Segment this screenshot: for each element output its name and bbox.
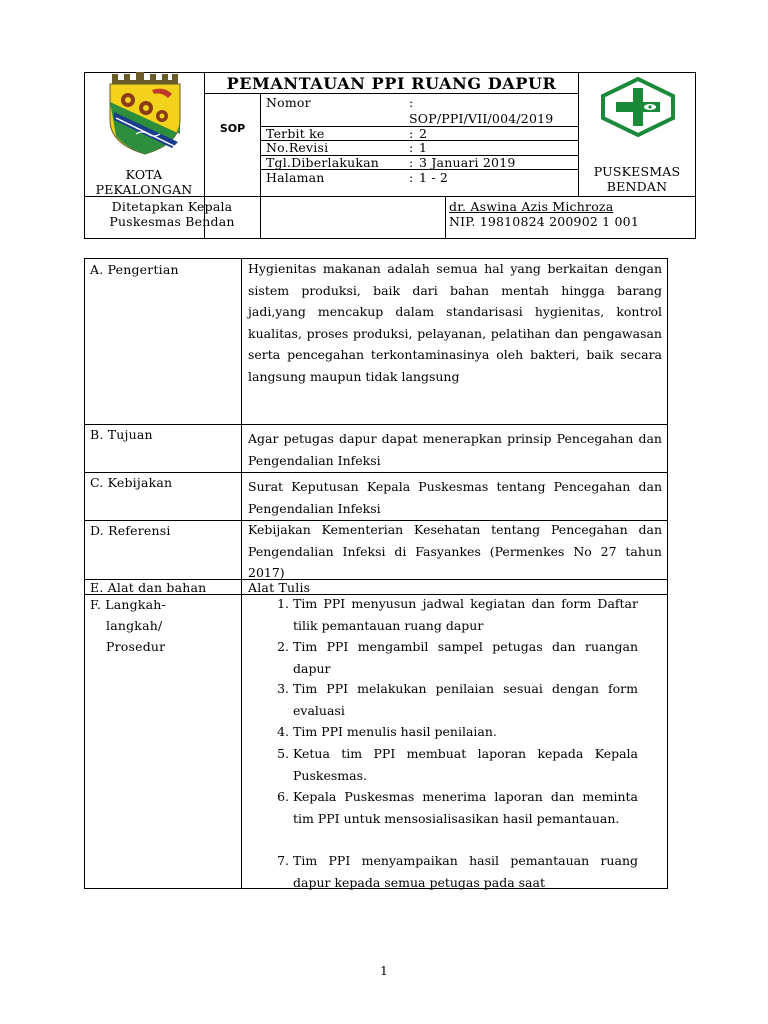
step-number: 4. [277,724,289,739]
step-number: 2. [277,639,289,654]
field-value-nomor: SOP/PPI/VII/004/2019 [409,111,554,126]
field-sep-nomor: : [409,95,414,110]
field-sep-terbit: : [409,126,414,141]
field-sep-revisi: : [409,140,414,155]
section-e-label: E. Alat dan bahan [90,580,207,595]
field-value-revisi: 1 [419,140,428,155]
puskesmas-logo [598,76,678,138]
section-d-label: D. Referensi [90,523,171,538]
signer-name: dr. Aswina Azis Michroza [449,199,614,214]
step-text: Ketua tim PPI membuat laporan kepada Kepala Puskesmas. [293,746,638,783]
section-a-text: Hygienitas makanan adalah semua hal yang berkaitan dengan sistem produksi, baik dari bahan mentah hingga barang jadi,yang mencakup dalam standarisasi hygienitas, kontrol kualitas, proses produksi, pelayanan, pelatihan dan pengawasan serta pencegahan terkontaminasinya oleh bakteri, baik secara langsung maupun tidak langsung [248,261,662,384]
section-d-text: Kebijakan Kementerian Kesehatan tentang Pencegahan dan Pengendalian Infeksi di Fasyankes (Permenkes No 27 tahun 2017) [248,522,662,580]
field-label-terbit: Terbit ke [266,126,325,141]
step-text: Tim PPI menulis hasil penilaian. [293,724,497,739]
right-org-line-2: BENDAN [606,179,668,194]
document-title: PEMANTAUAN PPI RUANG DAPUR [226,74,557,93]
section-f-label-2: langkah/ [106,618,163,633]
field-label-nomor: Nomor [266,95,311,110]
section-e-text: Alat Tulis [248,580,311,595]
step-number: 1. [277,596,289,611]
section-b-label: B. Tujuan [90,427,153,442]
section-b-text: Agar petugas dapur dapat menerapkan prinsip Pencegahan dan Pengendalian Infeksi [248,431,662,468]
right-org-line-1: PUSKESMAS [593,164,681,179]
sop-label: SOP [219,122,246,135]
step-text: Tim PPI menyusun jadwal kegiatan dan form Daftar tilik pemantauan ruang dapur [293,596,638,633]
step-number: 6. [277,789,289,804]
section-f-label-1: F. Langkah- [90,597,166,612]
kota-pekalongan-crest-logo [106,72,184,156]
step-text: Tim PPI mengambil sampel petugas dan ruangan dapur [293,639,638,676]
section-a-label: A. Pengertian [90,262,179,277]
step-text: Tim PPI menyampaikan hasil pemantauan ruang dapur kepada semua petugas pada saat [293,853,638,890]
signer-nip: NIP. 19810824 200902 1 001 [449,214,639,229]
field-value-terbit: 2 [419,126,428,141]
field-label-halaman: Halaman [266,170,325,185]
left-org-line-2: PEKALONGAN [95,182,193,197]
page-number: 1 [380,964,388,978]
field-value-tgl: 3 Januari 2019 [419,155,516,170]
step-number: 3. [277,681,289,696]
ditetapkan-line-1: Ditetapkan Kepala [111,199,233,214]
section-c-text: Surat Keputusan Kepala Puskesmas tentang Pencegahan dan Pengendalian Infeksi [248,479,662,516]
field-label-revisi: No.Revisi [266,140,329,155]
field-sep-tgl: : [409,155,414,170]
field-sep-halaman: : [409,170,414,185]
ditetapkan-line-2: Puskesmas Bendan [109,214,235,229]
step-number: 5. [277,746,289,761]
section-c-label: C. Kebijakan [90,475,173,490]
field-label-tgl: Tgl.Diberlakukan [266,155,380,170]
step-text: Tim PPI melakukan penilaian sesuai dengan form evaluasi [293,681,638,718]
left-org-line-1: KOTA [125,167,163,182]
step-number: 7. [277,853,289,868]
field-value-halaman: 1 - 2 [419,170,449,185]
section-f-label-3: Prosedur [106,639,166,654]
step-text: Kepala Puskesmas menerima laporan dan meminta tim PPI untuk mensosialisasikan hasil pemantauan. [293,789,638,826]
